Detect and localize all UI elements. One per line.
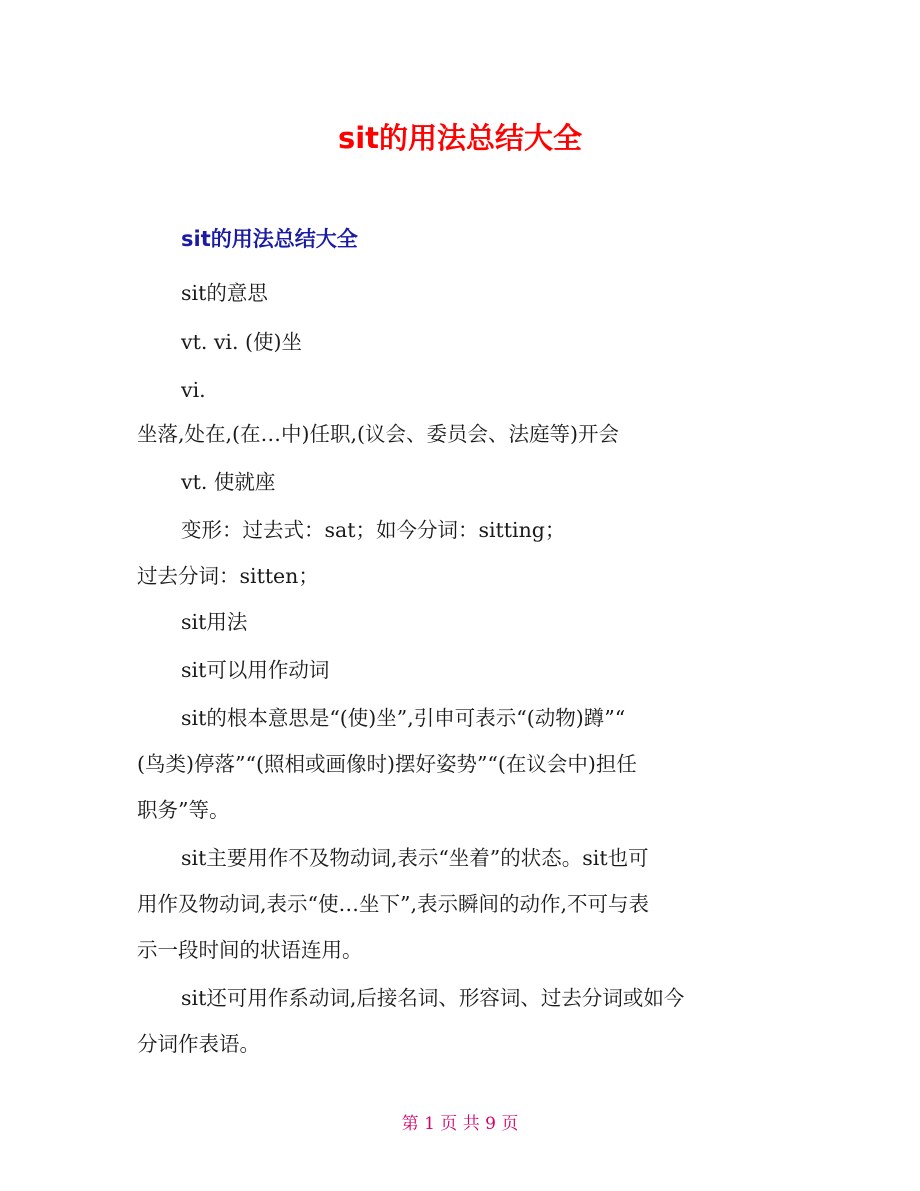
paragraph-line: sit用法 [181,610,248,634]
paragraph-line: 分词作表语。 [137,1032,260,1056]
paragraph-line: 示一段时间的状语连用。 [137,938,363,962]
section-heading: sit的用法总结大全 [181,227,358,251]
document-title: sit的用法总结大全 [337,121,583,155]
page-footer: 第 1 页 共 9 页 [401,1114,519,1134]
paragraph-line: vt. 使就座 [181,470,276,494]
paragraph-line: 过去分词：sitten； [137,564,319,588]
paragraph-line: 职务”等。 [137,798,230,822]
paragraph-line: vi. [181,378,206,402]
paragraph-line: 用作及物动词,表示“使…坐下”,表示瞬间的动作,不可与表 [137,892,650,916]
paragraph-line: 变形：过去式：sat；如今分词：sitting； [181,518,566,542]
paragraph-line: sit的根本意思是“(使)坐”,引申可表示“(动物)蹲”“ [181,706,626,730]
paragraph-line: sit的意思 [181,281,268,305]
paragraph-line: (鸟类)停落”“(照相或画像时)摆好姿势”“(在议会中)担任 [137,752,637,776]
paragraph-line: sit还可用作系动词,后接名词、形容词、过去分词或如今 [181,986,685,1010]
paragraph-line: sit可以用作动词 [181,658,330,682]
paragraph-line: vt. vi. (使)坐 [181,330,303,354]
paragraph-line: 坐落,处在,(在…中)任职,(议会、委员会、法庭等)开会 [137,422,620,446]
paragraph-line: sit主要用作不及物动词,表示“坐着”的状态。sit也可 [181,846,649,870]
